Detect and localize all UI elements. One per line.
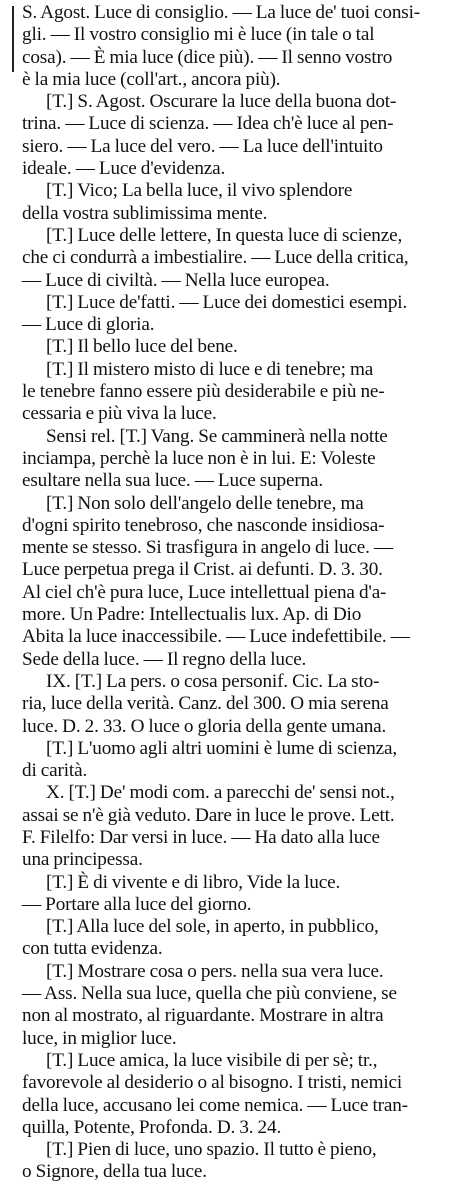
text-line: [T.] Luce delle lettere, In questa luce di scienze, (46, 224, 403, 246)
text-line: cessaria e più viva la luce. (22, 403, 217, 425)
text-line: [T.] S. Agost. Oscurare la luce della buona dot- (46, 91, 397, 113)
text-line: assai se n'è già veduto. Dare in luce le prove. Lett. (22, 804, 395, 826)
entry-paragraph (10, 180, 468, 225)
entry-paragraph (10, 292, 468, 337)
text-line: di carità. (22, 760, 88, 782)
text-line: Sensi rel. [T.] Vang. Se camminerà nella notte (46, 425, 388, 447)
text-line: [T.] Mostrare cosa o pers. nella sua vera luce. (46, 960, 384, 982)
text-line: con tutta evidenza. (22, 938, 163, 960)
text-line: inciampa, perchè la luce non è in lui. E: Voleste (22, 447, 376, 469)
entry-paragraph (10, 225, 468, 292)
text-line: siero. — La luce del vero. — La luce dell'intuito (22, 135, 383, 157)
text-line: — Ass. Nella sua luce, quella che più conviene, se (22, 983, 397, 1005)
text-line: X. [T.] De' modi com. a parecchi de' sensi not., (46, 782, 395, 804)
text-line: [T.] Vico; La bella luce, il vivo splendore (46, 180, 353, 202)
text-line: — Luce di gloria. (22, 314, 155, 336)
text-line: è la mia luce (coll'art., ancora più). (22, 68, 281, 90)
entry-paragraph (10, 493, 468, 671)
text-line: ideale. — Luce d'evidenza. (22, 158, 226, 180)
text-line: [T.] Pien di luce, uno spazio. Il tutto è pieno, (46, 1139, 377, 1161)
text-line: esultare nella sua luce. — Luce superna. (22, 470, 324, 492)
text-line: S. Agost. Luce di consiglio. — La luce de' tuoi consi- (22, 2, 421, 23)
text-line: gli. — Il vostro consiglio mi è luce (in tale o tal (22, 24, 375, 46)
entry-paragraph (10, 1050, 468, 1139)
text-line: more. Un Padre: Intellectualis lux. Ap. di Dio (22, 604, 362, 626)
text-line: Al ciel ch'è pura luce, Luce intellettual piena d'a- (22, 581, 387, 603)
entry-paragraph (10, 336, 468, 358)
text-line: F. Filelfo: Dar versi in luce. — Ha dato alla luce (22, 826, 380, 848)
text-line: [T.] Il bello luce del bene. (46, 336, 238, 358)
text-line: d'ogni spirito tenebroso, che nasconde insidiosa- (22, 514, 385, 536)
text-line: della vostra sublimissima mente. (22, 202, 268, 224)
text-line: — Portare alla luce del giorno. (22, 893, 252, 915)
entry-paragraph (10, 872, 468, 917)
text-line: o Signore, della tua luce. (22, 1161, 207, 1183)
text-line: — Luce di civiltà. — Nella luce europea. (22, 269, 330, 291)
text-line: [T.] È di vivente e di libro, Vide la luce. (46, 871, 341, 893)
entry-paragraph (10, 426, 468, 493)
text-line: non al mostrato, al riguardante. Mostrare in altra (22, 1005, 384, 1027)
text-line: mente se stesso. Si trasfigura in angelo di luce. — (22, 537, 393, 559)
text-line: [T.] Alla luce del sole, in aperto, in pubblico, (46, 916, 379, 938)
entry-paragraph (10, 1139, 468, 1184)
margin-rule (12, 6, 14, 72)
entry-paragraph (10, 782, 468, 871)
entry-paragraph (10, 671, 468, 738)
text-line: [T.] Luce amica, la luce visibile di per sè; tr., (46, 1049, 378, 1071)
text-line: favorevole al desiderio o al bisogno. I tristi, nemici (22, 1072, 403, 1094)
text-line: una principessa. (22, 849, 143, 871)
entry-paragraph (10, 2, 468, 91)
text-line: Sede della luce. — Il regno della luce. (22, 648, 307, 670)
entry-paragraph (10, 916, 468, 961)
text-line: luce, in miglior luce. (22, 1027, 177, 1049)
text-line: [T.] Il mistero misto di luce e di tenebre; ma (46, 358, 374, 380)
text-line: le tenebre fanno essere più desiderabile e più ne- (22, 381, 385, 403)
dictionary-entry-text (10, 2, 468, 1184)
text-line: Luce perpetua prega il Crist. ai defunti. D. 3. 30. (22, 559, 383, 581)
entry-paragraph (10, 738, 468, 783)
text-line: trina. — Luce di scienza. — Idea ch'è luce al pen- (22, 113, 394, 135)
text-line: luce. D. 2. 33. O luce o gloria della gente umana. (22, 715, 387, 737)
text-line: Abita la luce inaccessibile. — Luce indefettibile. — (22, 626, 410, 648)
entry-paragraph (10, 961, 468, 1050)
text-line: ria, luce della verità. Canz. del 300. O mia serena (22, 693, 389, 715)
text-line: [T.] Non solo dell'angelo delle tenebre, ma (46, 492, 364, 514)
text-line: [T.] L'uomo agli altri uomini è lume di scienza, (46, 737, 398, 759)
text-line: IX. [T.] La pers. o cosa personif. Cic. La sto- (46, 670, 380, 692)
text-line: della luce, accusano lei come nemica. — Luce tran- (22, 1094, 408, 1116)
text-line: quilla, Potente, Profonda. D. 3. 24. (22, 1116, 282, 1138)
entry-paragraph (10, 359, 468, 426)
entry-paragraph (10, 91, 468, 180)
text-line: [T.] Luce de'fatti. — Luce dei domestici esempi. (46, 291, 408, 313)
dictionary-page (10, 2, 468, 1183)
text-line: cosa). — È mia luce (dice più). — Il senno vostro (22, 46, 393, 68)
text-line: che ci condurrà a imbestialire. — Luce della critica, (22, 247, 409, 269)
